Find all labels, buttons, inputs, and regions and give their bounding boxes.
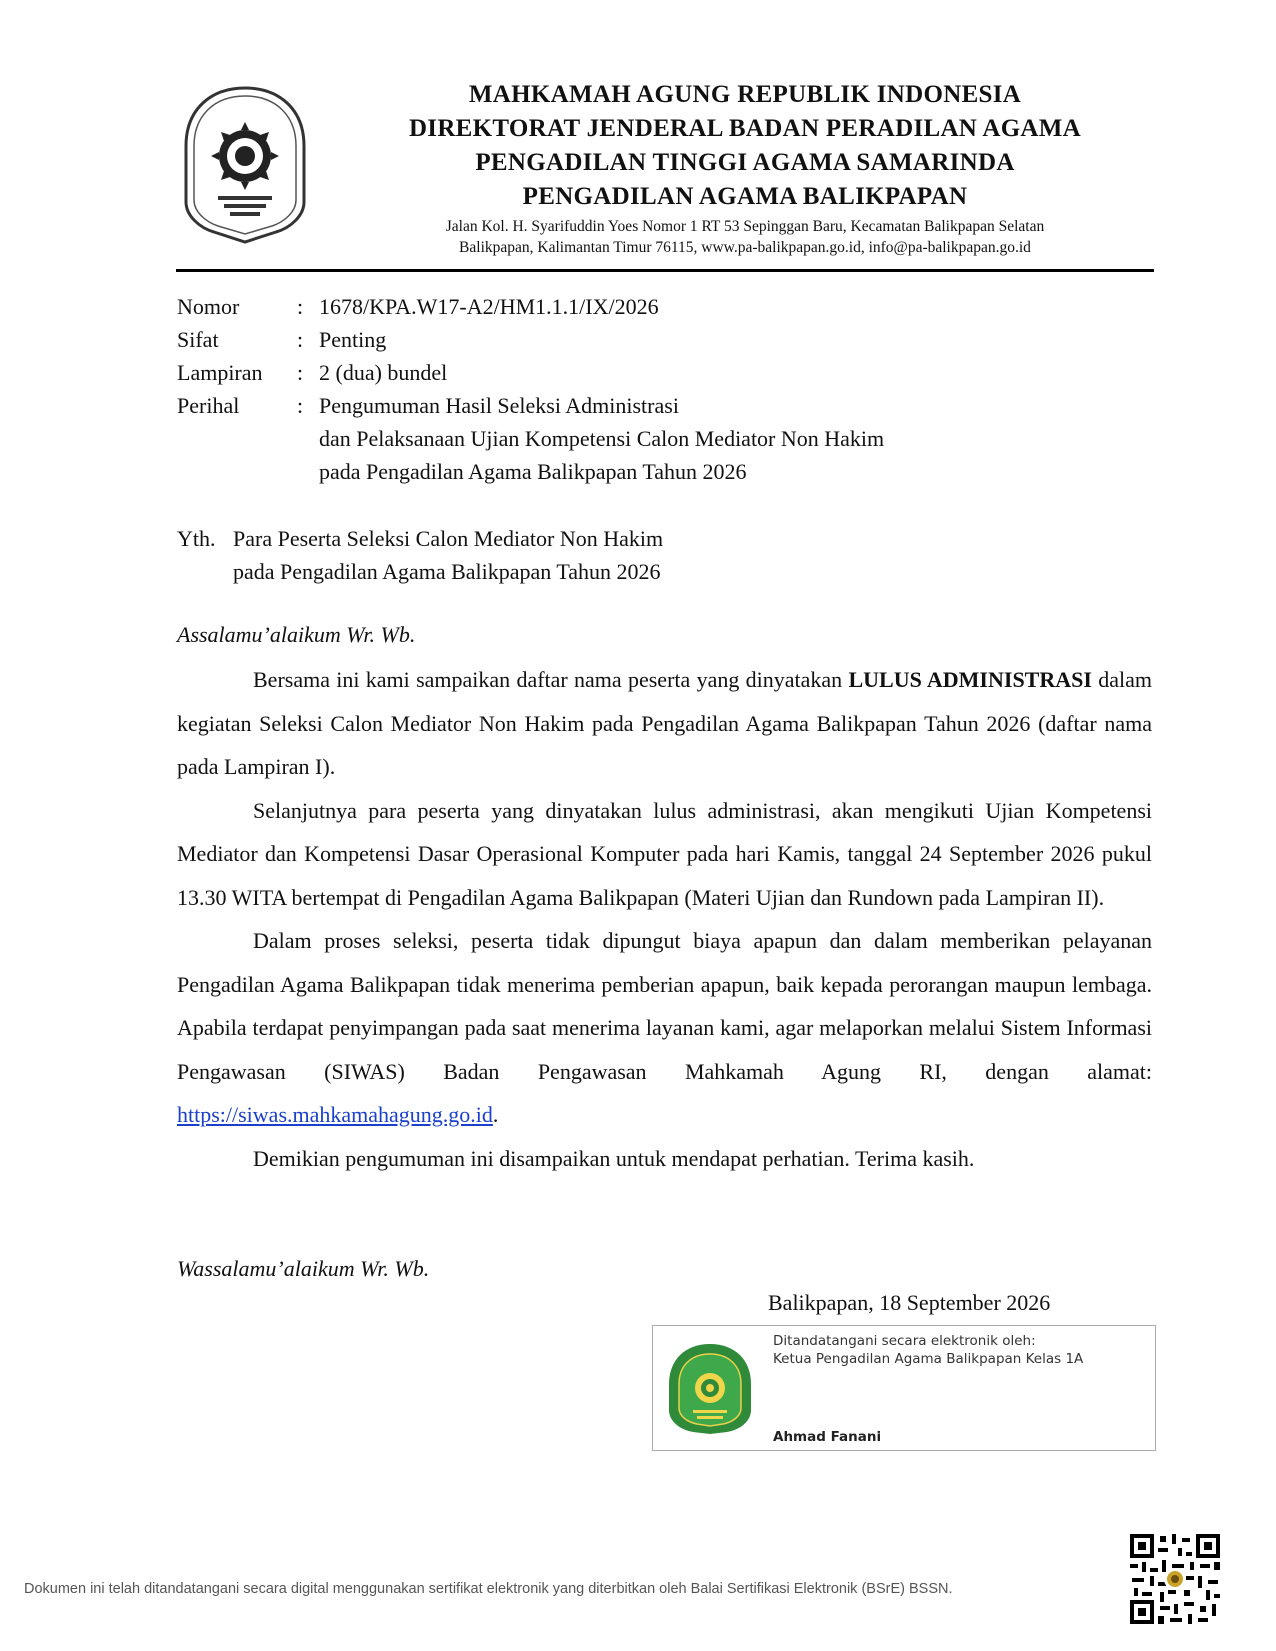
sifat-value: Penting xyxy=(319,327,387,352)
perihal-line-2: dan Pelaksanaan Ujian Kompetensi Calon Mediator Non Hakim xyxy=(319,426,885,451)
paragraph-3-end: . xyxy=(492,1102,499,1127)
lulus-administrasi-emphasis: LULUS ADMINISTRASI xyxy=(848,667,1092,692)
colon: : xyxy=(297,393,304,418)
letter-body xyxy=(177,658,1152,1180)
recipient-line-1: Para Peserta Seleksi Calon Mediator Non Hakim xyxy=(233,526,664,551)
header-divider xyxy=(176,269,1154,272)
colon: : xyxy=(297,360,304,385)
lampiran-label: Lampiran xyxy=(177,360,263,385)
recipient xyxy=(177,522,663,588)
electronic-signature-box xyxy=(652,1325,1156,1451)
signature-line-2: Ketua Pengadilan Agama Balikpapan Kelas 1A xyxy=(773,1351,1084,1367)
header-line-1: MAHKAMAH AGUNG REPUBLIK INDONESIA xyxy=(468,81,1022,108)
sifat-label: Sifat xyxy=(177,327,219,352)
signatory-name: Ahmad Fanani xyxy=(773,1429,882,1445)
footer-note: Dokumen ini telah ditandatangani secara digital menggunakan sertifikat elektronik yang diterbitkan oleh Balai Sertifikasi Elektronik (BSrE) BSSN. xyxy=(24,1581,953,1597)
closing: Wassalamu’alaikum Wr. Wb. xyxy=(177,1256,430,1281)
letterhead xyxy=(340,78,1150,258)
recipient-label: Yth. xyxy=(177,526,216,551)
perihal-value xyxy=(319,389,1019,488)
paragraph-2: Selanjutnya para peserta yang dinyatakan lulus administrasi, akan mengikuti Ujian Kompetensi Mediator dan Kompetensi Dasar Operasional Komputer pada hari Kamis, tanggal 24 September 2026 pukul 13.30 WITA bertempat di Pengadilan Agama Balikpapan (Materi Ujian dan Rundown pada Lampiran II). xyxy=(177,797,1152,910)
letter-meta xyxy=(177,290,1019,488)
colon: : xyxy=(297,294,304,319)
paragraph-3-text: Dalam proses seleksi, peserta tidak dipungut biaya apapun dan dalam memberikan pelayanan Pengadilan Agama Balikpapan tidak menerima pemberian apapun, baik kepada perorangan maupun lembaga. Apabila terdapat penyimpangan pada saat menerima layanan kami, agar melaporkan melalui Sistem Informasi Pengawasan (SIWAS) Badan Pengawasan Mahkamah Agung RI, dengan alamat: xyxy=(177,928,1152,1084)
court-logo xyxy=(180,84,310,246)
recipient-line-2: pada Pengadilan Agama Balikpapan Tahun 2026 xyxy=(233,559,661,584)
signature-line-1: Ditandatangani secara elektronik oleh: xyxy=(773,1333,1036,1349)
perihal-label: Perihal xyxy=(177,393,240,418)
perihal-line-3: pada Pengadilan Agama Balikpapan Tahun 2026 xyxy=(319,459,747,484)
perihal-line-1: Pengumuman Hasil Seleksi Administrasi xyxy=(319,393,679,418)
greeting: Assalamu’alaikum Wr. Wb. xyxy=(177,622,416,647)
paragraph-4: Demikian pengumuman ini disampaikan untuk mendapat perhatian. Terima kasih. xyxy=(253,1145,975,1171)
paragraph-1-text: Bersama ini kami sampaikan daftar nama peserta yang dinyatakan xyxy=(253,667,849,692)
header-line-3: PENGADILAN TINGGI AGAMA SAMARINDA xyxy=(475,149,1015,176)
siwas-link[interactable]: https://siwas.mahkamahagung.go.id xyxy=(177,1102,493,1127)
place-date: Balikpapan, 18 September 2026 xyxy=(768,1290,1051,1315)
paragraph-3 xyxy=(177,919,1152,1137)
nomor-value: 1678/KPA.W17-A2/HM1.1.1/IX/2026 xyxy=(319,294,659,319)
court-seal-icon xyxy=(663,1340,758,1435)
paragraph-1-text-end: dalam kegiatan Seleksi Calon Mediator Non Hakim pada Pengadilan Agama Balikpapan Tahun 2026 (daftar nama pada Lampiran I). xyxy=(177,667,1152,779)
signature-caption xyxy=(773,1332,1083,1368)
colon: : xyxy=(297,327,304,352)
nomor-label: Nomor xyxy=(177,294,240,319)
address-line-1: Jalan Kol. H. Syarifuddin Yoes Nomor 1 RT 53 Sepinggan Baru, Kecamatan Balikpapan Selatan xyxy=(445,218,1045,235)
header-line-2: DIREKTORAT JENDERAL BADAN PERADILAN AGAMA xyxy=(408,115,1082,142)
paragraph-1 xyxy=(177,658,1152,789)
address-line-2: Balikpapan, Kalimantan Timur 76115, www.pa-balikpapan.go.id, info@pa-balikpapan.go.id xyxy=(459,239,1031,256)
header-line-4: PENGADILAN AGAMA BALIKPAPAN xyxy=(522,183,968,210)
qr-code-icon xyxy=(1128,1532,1222,1626)
lampiran-value: 2 (dua) bundel xyxy=(319,360,448,385)
